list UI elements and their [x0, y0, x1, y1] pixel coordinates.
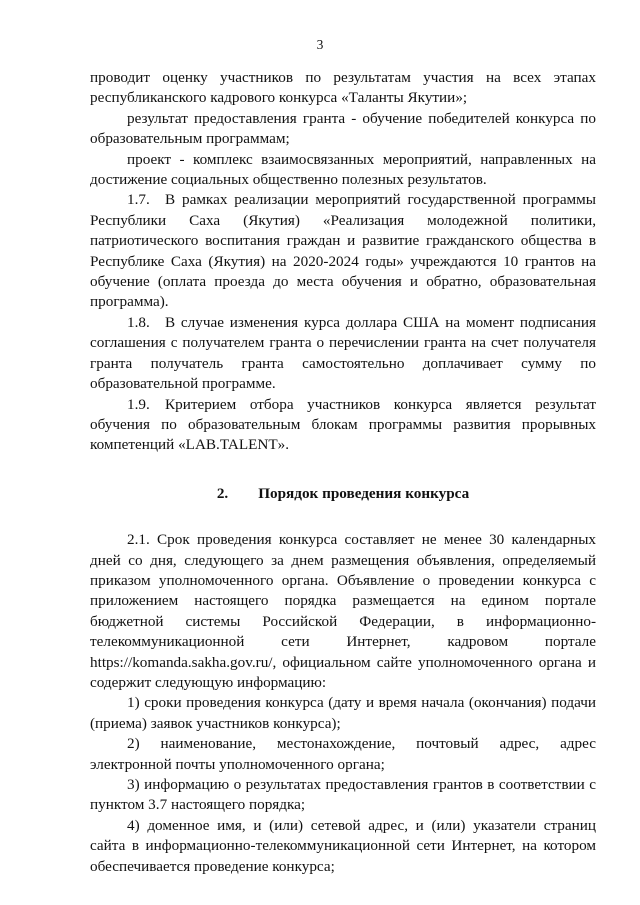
- paragraph-1-7: 1.7. В рамках реализации мероприятий государственной программы Республики Саха (Якутия) «Реализация молодежной политики, патриотического воспитания граждан и развитие гражданского общества в Республике Саха (Якутия) на 2020-2024 годы» учреждаются 10 грантов на обучение (оплата проезда до места обучения и обратно, образовательная программа).: [90, 191, 596, 311]
- page-number: 3: [316, 37, 324, 52]
- list-item-3: 3) информацию о результатах предоставления грантов в соответствии с пунктом 3.7 настоящего порядка;: [90, 776, 596, 814]
- paragraph-project-definition: проект - комплекс взаимосвязанных мероприятий, направленных на достижение социальных общественно полезных результатов.: [90, 150, 596, 189]
- list-item-1: 1) сроки проведения конкурса (дату и время начала (окончания) подачи (приема) заявок участников конкурса);: [90, 694, 596, 732]
- list-item-2: 2) наименование, местонахождение, почтовый адрес, адрес электронной почты уполномоченного органа;: [90, 735, 596, 773]
- paragraph-continuation: проводит оценку участников по результатам участия на всех этапах республиканского кадрового конкурса «Таланты Якутии»;: [90, 69, 596, 107]
- paragraph-1-8: 1.8. В случае изменения курса доллара США на момент подписания соглашения с получателем гранта о перечислении гранта на счет получателя гранта получатель гранта самостоятельно доплачивает сумму по образовательной программе.: [90, 313, 596, 393]
- paragraph-2-1: 2.1. Срок проведения конкурса составляет не менее 30 календарных дней со дня, следующего за днем размещения объявления, определяемый приказом уполномоченного органа. Объявление о проведении конкурса с приложением настоящего порядка размещается на едином портале бюджетной системы Российской Федерации, в информационно-телекоммуникационной сети Интернет, кадровом портале https://komanda.sakha.gov.ru/, официальном сайте уполномоченного органа и содержит следующую информацию:: [90, 531, 596, 691]
- list-item-4: 4) доменное имя, и (или) сетевой адрес, и (или) указатели страниц сайта в информационно-телекоммуникационной сети Интернет, на котором обеспечивается проведение конкурса;: [90, 816, 596, 875]
- section-heading: [90, 484, 596, 504]
- section-title: Порядок проведения конкурса: [258, 484, 470, 502]
- paragraph-grant-result: результат предоставления гранта - обучение победителей конкурса по образовательным программам;: [90, 109, 596, 148]
- document-body: [90, 68, 596, 877]
- section-number: 2.: [216, 484, 229, 502]
- paragraph-1-9: 1.9. Критерием отбора участников конкурса является результат обучения по образовательным блокам программы развития прорывных компетенций «LAB.TALENT».: [90, 395, 596, 454]
